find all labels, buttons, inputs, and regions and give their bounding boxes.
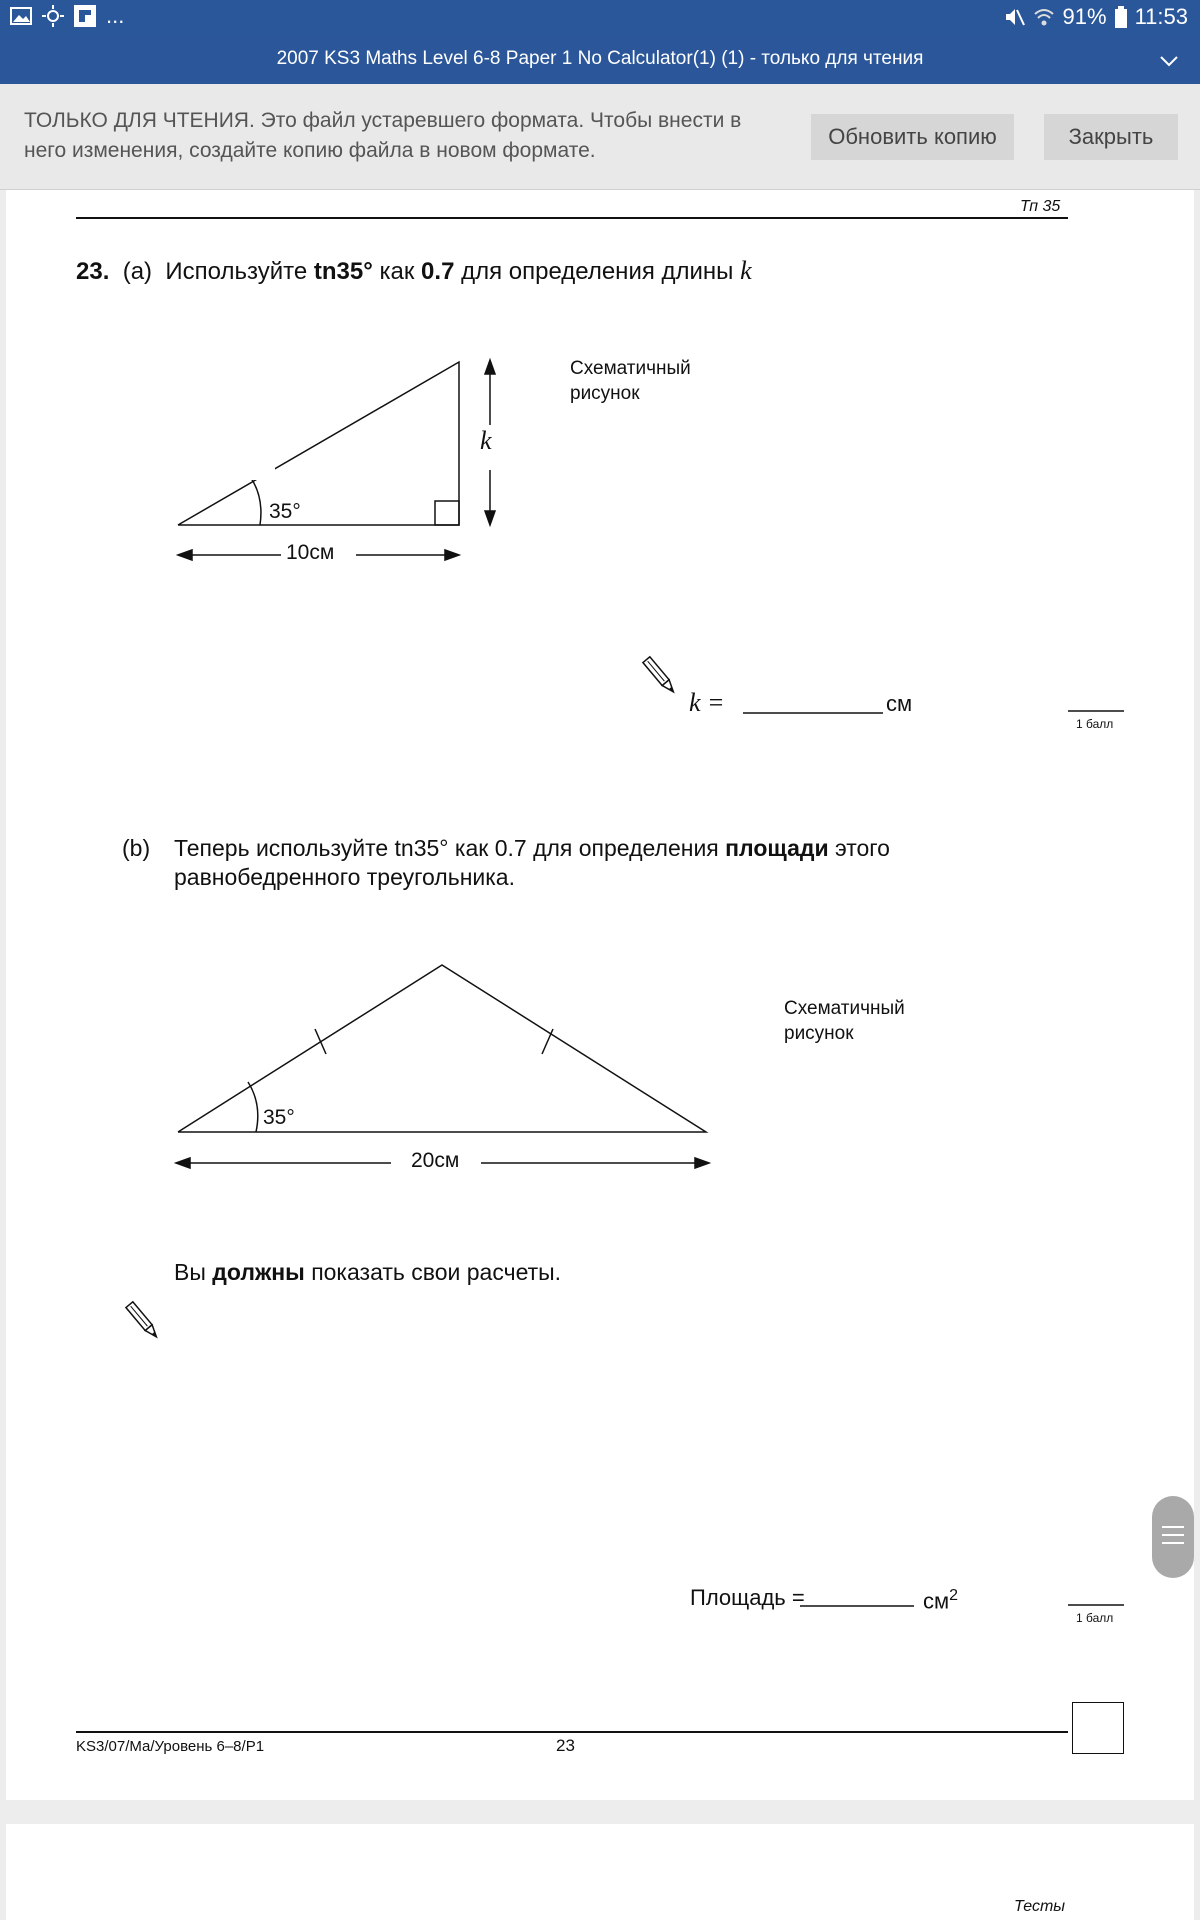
footer-code: KS3/07/Ма/Уровень 6–8/P1	[76, 1738, 265, 1755]
next-document-page[interactable]	[6, 1824, 1194, 1920]
text: Вы	[174, 1259, 206, 1285]
base-label-a: 10см	[286, 541, 335, 564]
arrow-head-down	[485, 511, 495, 525]
page-header: Тп 35	[1020, 198, 1061, 215]
sketch-label-line: рисунок	[570, 383, 640, 404]
arrow-head-up	[485, 360, 495, 374]
status-bar	[0, 0, 1200, 36]
mute-icon	[1003, 6, 1025, 28]
gallery-icon	[10, 5, 32, 27]
battery-percent: 91%	[1062, 4, 1107, 29]
message-line: ТОЛЬКО ДЛЯ ЧТЕНИЯ. Это файл устаревшего формата. Чтобы внести в	[24, 109, 742, 132]
part-b-label: (b)	[122, 835, 151, 861]
clock: 11:53	[1134, 4, 1188, 29]
area-answer-label: Площадь =	[690, 1585, 805, 1610]
grip-line	[1162, 1534, 1184, 1536]
base-label-b: 20см	[411, 1149, 460, 1172]
document-page[interactable]	[6, 190, 1194, 1800]
close-button[interactable]: Закрыть	[1044, 114, 1178, 160]
right-triangle-figure	[178, 360, 495, 560]
document-title: 2007 KS3 Maths Level 6-8 Paper 1 No Calculator(1) (1) - только для чтения	[276, 48, 924, 69]
read-only-info-bar	[0, 84, 1200, 190]
arrow-head-left-b	[176, 1158, 190, 1168]
scroll-handle[interactable]	[1152, 1496, 1194, 1578]
right-angle-mark	[435, 501, 459, 525]
arrow-head-left	[178, 550, 192, 560]
question-a-text	[76, 256, 752, 286]
sketch-label-line: Схематичный	[570, 358, 691, 379]
unit: см	[923, 1588, 950, 1614]
text: показать свои расчеты.	[311, 1259, 562, 1285]
bold-text: tn35°	[313, 258, 373, 285]
arrow-head-right-b	[695, 1158, 709, 1168]
update-copy-button[interactable]: Обновить копию	[811, 114, 1014, 160]
battery-icon	[1115, 6, 1127, 28]
message-line: него изменения, создайте копию файла в новом формате.	[24, 139, 596, 162]
page-drawings	[6, 190, 1194, 1800]
text: Теперь используйте tn35° как 0.7 для определения	[174, 835, 719, 861]
bold-text: площади	[725, 835, 829, 861]
mark-label-a: 1 балл	[1076, 717, 1114, 731]
question-b-line	[174, 834, 890, 863]
wifi-icon	[1033, 6, 1055, 28]
sketch-label-a	[570, 356, 691, 406]
text: Используйте	[165, 258, 308, 285]
chevron-down-icon[interactable]	[1158, 50, 1180, 72]
variable-k: k	[740, 256, 752, 285]
question-number: 23.	[76, 258, 110, 285]
grip-line	[1162, 1542, 1184, 1544]
pencil-icon	[643, 657, 677, 695]
brightness-icon	[42, 5, 64, 27]
sketch-label-line: рисунок	[784, 1023, 854, 1044]
question-b-text	[122, 834, 150, 863]
flipboard-icon	[74, 5, 96, 27]
tick-mark-left	[315, 1029, 326, 1054]
part-a-label: (a)	[122, 258, 153, 285]
mark-label-b: 1 балл	[1076, 1611, 1114, 1625]
pencil-icon	[126, 1302, 160, 1340]
title-bar	[0, 36, 1200, 84]
side-label-k: k	[480, 426, 492, 455]
marks-box	[1072, 1702, 1124, 1754]
tick-mark-right	[542, 1029, 553, 1054]
more-indicator: ...	[106, 3, 125, 28]
angle-label-a: 35°	[269, 500, 301, 523]
answer-label-a	[689, 688, 725, 718]
answer-unit-a: см	[886, 691, 913, 716]
hyp-gap	[249, 450, 275, 480]
angle-arc-a	[251, 478, 261, 525]
angle-arc-b	[248, 1082, 258, 1132]
next-page-header: Тесты	[1014, 1898, 1066, 1915]
sketch-label-line: Схематичный	[784, 998, 905, 1019]
page-number: 23	[556, 1736, 575, 1755]
text: как	[379, 258, 415, 285]
sketch-label-b	[784, 996, 905, 1046]
unit-superscript: 2	[949, 1587, 959, 1604]
read-only-message	[24, 106, 784, 166]
question-b-body	[174, 834, 890, 892]
text: этого	[835, 835, 890, 861]
answer-var: k =	[689, 688, 725, 717]
bold-text: должны	[212, 1259, 305, 1285]
question-b-line: равнобедренного треугольника.	[174, 864, 515, 890]
text: для определения длины	[461, 258, 734, 285]
arrow-head-right	[445, 550, 459, 560]
area-answer-unit	[923, 1587, 958, 1614]
bold-text: 0.7	[421, 258, 455, 285]
grip-line	[1162, 1526, 1184, 1528]
angle-label-b: 35°	[263, 1106, 295, 1129]
triangle-a-outline	[178, 362, 459, 525]
isosceles-triangle-figure	[176, 965, 709, 1168]
show-working-text	[174, 1259, 561, 1286]
